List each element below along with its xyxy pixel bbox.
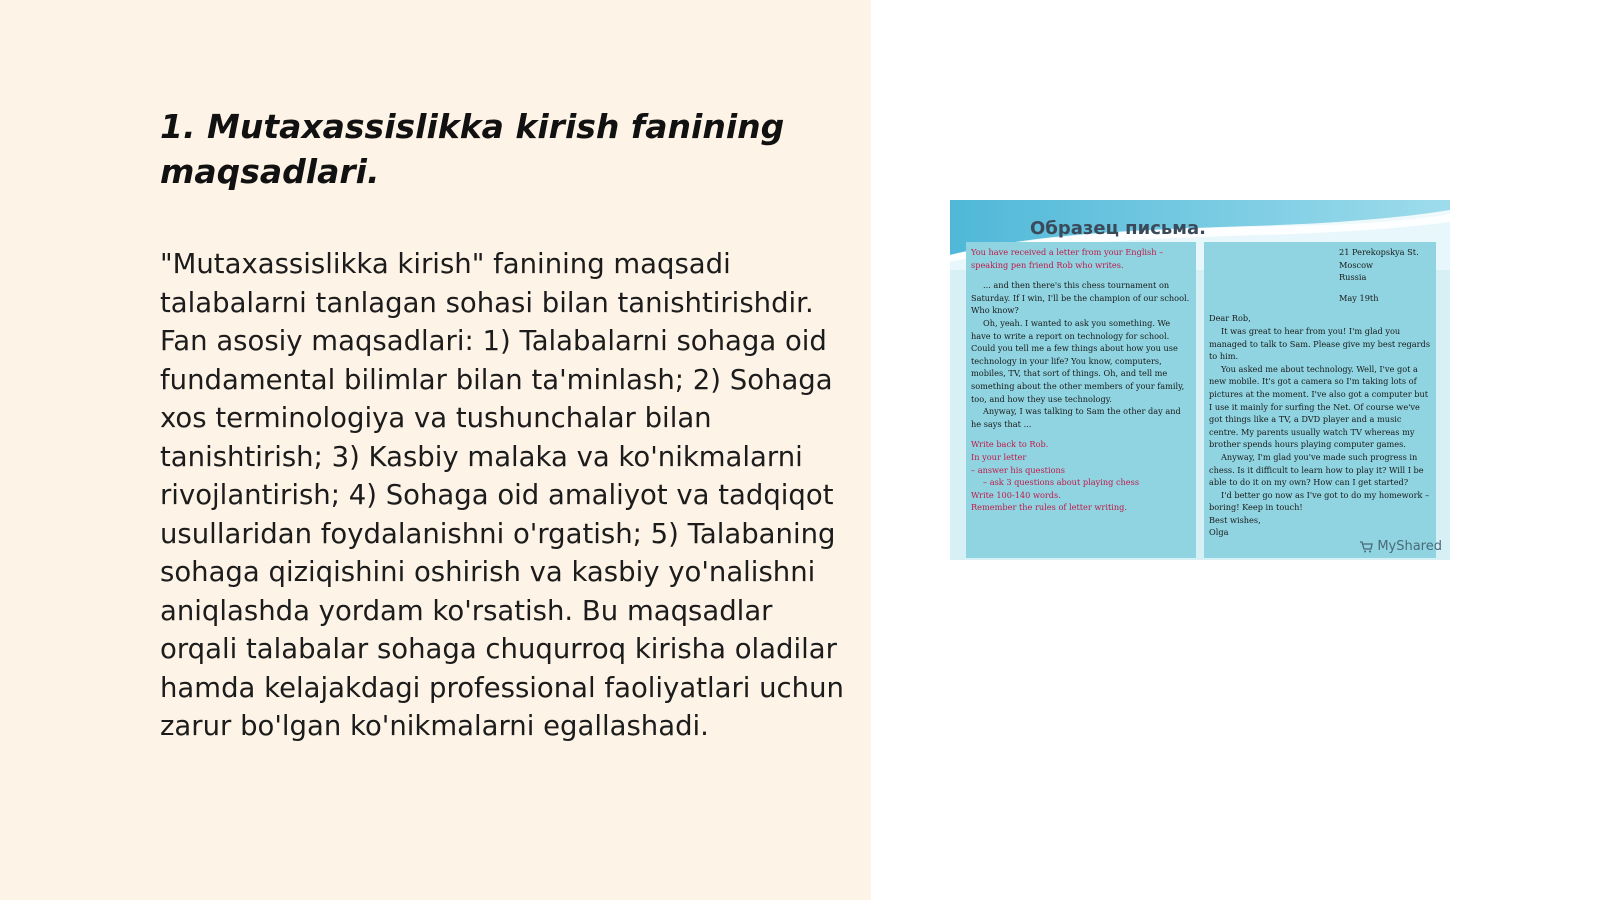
letter-excerpt-paragraph: ... and then there's this chess tournament on Saturday. If I win, I'll be the champion of our school. Who know? bbox=[971, 280, 1190, 316]
task-instruction: – answer his questions bbox=[971, 464, 1065, 475]
address-line: Russia bbox=[1339, 272, 1367, 283]
letter-paragraph: I'd better go now as I've got to do my homework – boring! Keep in touch! bbox=[1209, 489, 1430, 513]
figure-caption: Образец письма. bbox=[1030, 218, 1206, 239]
slide-title: 1. Mutaxassislikka kirish fanining maqsadlari. bbox=[160, 107, 785, 191]
letter-closing: Best wishes, bbox=[1209, 514, 1261, 525]
letter-signature: Olga bbox=[1209, 527, 1229, 538]
watermark-text: MyShared bbox=[1377, 539, 1442, 554]
task-instruction: – ask 3 questions about playing chess bbox=[983, 477, 1140, 488]
address-line: Moscow bbox=[1339, 259, 1374, 270]
letter-date: May 19th bbox=[1339, 292, 1379, 303]
letter-excerpt-paragraph: Oh, yeah. I wanted to ask you something. We have to write a report on technology for school. Could you tell me a few things about how you use technology in your life? You know, computers, mobiles, TV, that sort of things. Oh, and tell me something about the other members of your family, too, and how they use technology. bbox=[971, 317, 1185, 404]
cart-icon bbox=[1359, 541, 1373, 553]
myshared-watermark bbox=[1359, 539, 1442, 554]
task-column bbox=[966, 242, 1196, 558]
task-instruction: In your letter bbox=[971, 451, 1027, 462]
letter-paragraph: You asked me about technology. Well, I've got a new mobile. It's got a camera so I'm taking lots of pictures at the moment. I've also got a computer but I use it mainly for surfing the Net. Of course we've got things like a TV, a DVD player and a music centre. My parents usually watch TV whereas my brother spends hours playing computer games. bbox=[1209, 363, 1429, 450]
reply-letter-column bbox=[1204, 242, 1436, 558]
letter-sample-image bbox=[950, 200, 1450, 560]
slide-body-text: "Mutaxassislikka kirish" fanining maqsadi talabalarni tanlagan sohasi bilan tanishtirishdir. Fan asosiy maqsadlari: 1) Talabalarni sohaga oid fundamental bilimlar bilan ta'minlash; 2) Sohaga xos terminologiya va tushunchalar bilan tanishtirish; 3) Kasbiy malaka va ko'nikmalarni rivojlantirish; 4) Sohaga oid amaliyot va tadqiqot usullaridan foydalanishni o'rgatish; 5) Talabaning sohaga qiziqishini oshirish va kasbiy yo'nalishni aniqlashda yordam ko'rsatish. Bu maqsadlar orqali talabalar sohaga chuqurroq kirisha oladilar hamda kelajakdagi professional faoliyatlari uchun zarur bo'lgan ko'nikmalarni egallashadi. bbox=[160, 248, 844, 742]
task-intro: You have received a letter from your English – speaking pen friend Rob who writes. bbox=[971, 247, 1164, 270]
address-line: 21 Perekopskya St. bbox=[1339, 247, 1419, 257]
task-instruction: Remember the rules of letter writing. bbox=[971, 502, 1127, 513]
letter-excerpt-paragraph: Anyway, I was talking to Sam the other day and he says that ... bbox=[971, 406, 1181, 429]
task-instruction: Write back to Rob. bbox=[971, 439, 1049, 450]
letter-paragraph: Anyway, I'm glad you've made such progress in chess. Is it difficult to learn how to play it? Will I be able to do it on my own? How can I get started? bbox=[1209, 451, 1424, 488]
task-instruction: Write 100-140 words. bbox=[971, 489, 1061, 500]
letter-greeting: Dear Rob, bbox=[1209, 313, 1251, 324]
letter-paragraph: It was great to hear from you! I'm glad you managed to talk to Sam. Please give my best regards to him. bbox=[1209, 325, 1431, 362]
